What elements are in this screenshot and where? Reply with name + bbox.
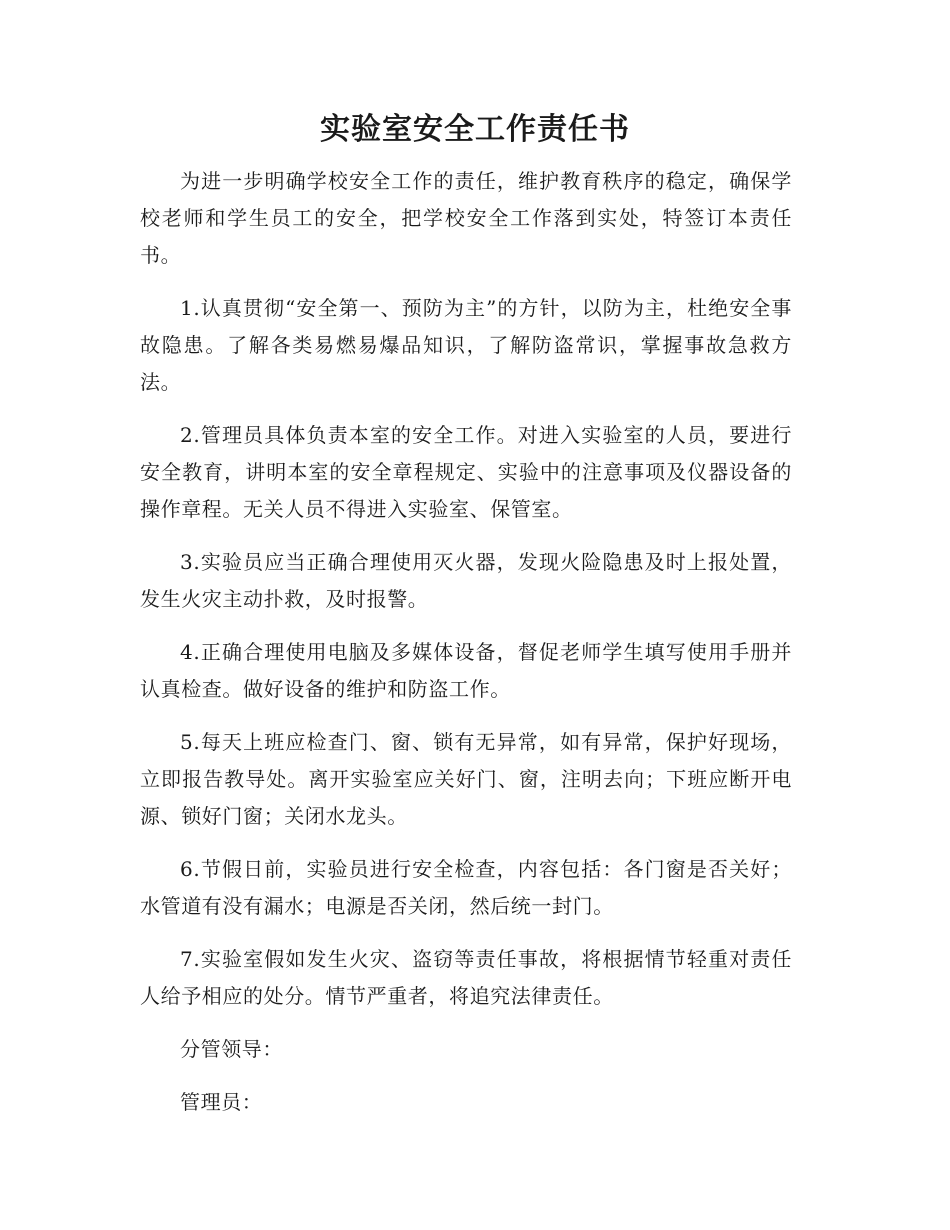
- clause-1: 1.认真贯彻“安全第一、预防为主”的方针，以防为主，杜绝安全事故隐患。了解各类易燃易爆品知识，了解防盗常识，掌握事故急救方法。: [140, 296, 792, 394]
- clause-6: 6.节假日前，实验员进行安全检查，内容包括：各门窗是否关好；水管道有没有漏水；电源是否关闭，然后统一封门。: [140, 857, 792, 918]
- intro-paragraph: 为进一步明确学校安全工作的责任，维护教育秩序的稳定，确保学校老师和学生员工的安全，把学校安全工作落到实处，特签订本责任书。: [140, 169, 792, 267]
- clause-5: 5.每天上班应检查门、窗、锁有无异常，如有异常，保护好现场，立即报告教导处。离开实验室应关好门、窗，注明去向；下班应断开电源、锁好门窗；关闭水龙头。: [140, 730, 792, 828]
- leader-signature-label: 分管领导：: [180, 1037, 283, 1061]
- clause-3: 3.实验员应当正确合理使用灭火器，发现火险隐患及时上报处置，发生火灾主动扑救，及时报警。: [140, 550, 792, 611]
- clause-2: 2.管理员具体负责本室的安全工作。对进入实验室的人员，要进行安全教育，讲明本室的安全章程规定、实验中的注意事项及仪器设备的操作章程。无关人员不得进入实验室、保管室。: [140, 423, 792, 521]
- clause-4: 4.正确合理使用电脑及多媒体设备，督促老师学生填写使用手册并认真检查。做好设备的维护和防盗工作。: [140, 640, 792, 701]
- manager-signature-label: 管理员：: [180, 1090, 263, 1114]
- document-body: [140, 163, 792, 1137]
- document-title: 实验室安全工作责任书: [320, 112, 630, 147]
- clause-7: 7.实验室假如发生火灾、盗窃等责任事故，将根据情节轻重对责任人给予相应的处分。情节严重者，将追究法律责任。: [140, 947, 792, 1008]
